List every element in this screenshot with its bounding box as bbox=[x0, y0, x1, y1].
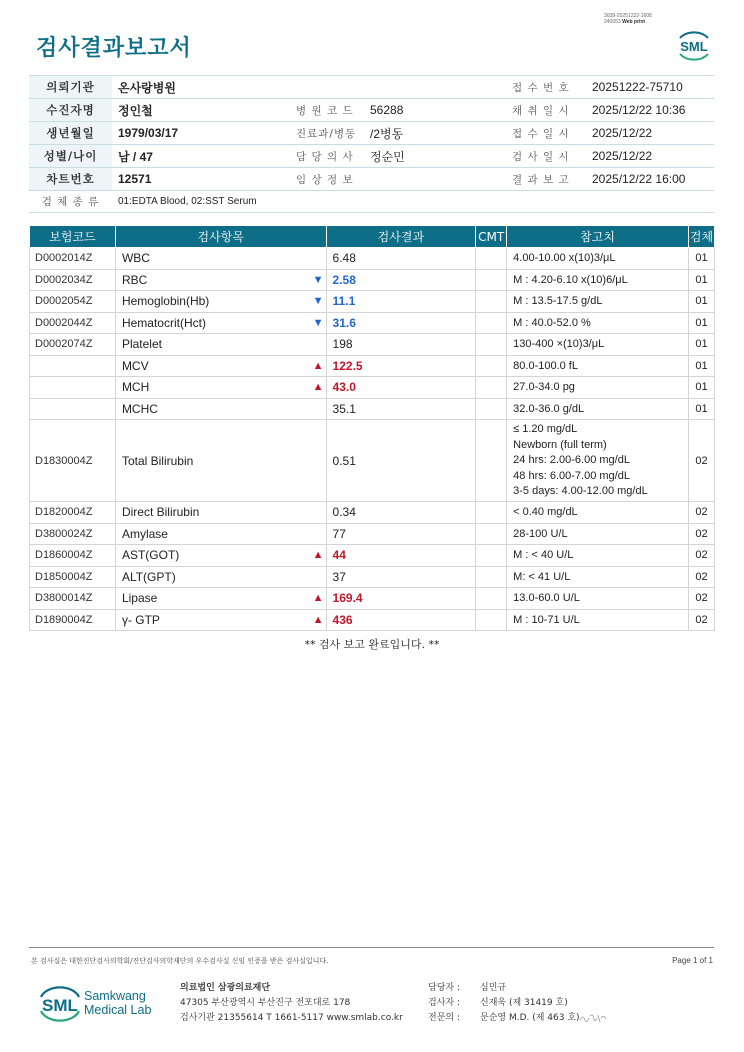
insurance-code: D0002034Z bbox=[30, 269, 116, 291]
test-name bbox=[115, 523, 326, 545]
specimen-types: 01:EDTA Blood, 02:SST Serum bbox=[112, 191, 714, 213]
info-label: 생년월일 bbox=[29, 122, 112, 145]
info-label: 채 취 일 시 bbox=[500, 99, 586, 122]
staff-role: 검사자 : bbox=[428, 998, 460, 1008]
specimen-code: 02 bbox=[688, 502, 714, 524]
info-label: 성별/나이 bbox=[29, 145, 112, 168]
reference-range: 80.0-100.0 fL bbox=[507, 355, 689, 377]
comment-cell bbox=[476, 291, 507, 313]
insurance-code: D1820004Z bbox=[30, 502, 116, 524]
reference-range: M: < 41 U/L bbox=[507, 566, 689, 588]
chart-number: 12571 bbox=[112, 168, 284, 191]
report-datetime: 2025/12/22 16:00 bbox=[586, 168, 714, 191]
staff-row bbox=[428, 996, 580, 1011]
brand-line: Medical Lab bbox=[84, 1003, 152, 1017]
table-row bbox=[30, 609, 715, 631]
insurance-code: D1850004Z bbox=[30, 566, 116, 588]
insurance-code: D0002044Z bbox=[30, 312, 116, 334]
sml-logo-icon bbox=[674, 24, 714, 64]
info-label: 담 당 의 사 bbox=[284, 145, 364, 168]
brand-name bbox=[84, 989, 151, 1017]
insurance-code: D3800024Z bbox=[30, 523, 116, 545]
test-name-text: Lipase bbox=[121, 591, 158, 606]
results-body-2 bbox=[30, 502, 715, 631]
column-header-reference: 참고치 bbox=[507, 226, 689, 248]
logo-text: SML bbox=[42, 996, 78, 1015]
info-label: 의뢰기관 bbox=[29, 76, 112, 99]
test-name bbox=[115, 566, 326, 588]
page-number: Page 1 of 1 bbox=[672, 956, 713, 965]
test-result: 2.58 bbox=[326, 269, 476, 291]
logo-text: SML bbox=[680, 39, 708, 54]
table-row bbox=[30, 545, 715, 567]
specimen-code: 02 bbox=[688, 420, 714, 502]
high-flag-icon: ▲ bbox=[312, 549, 324, 562]
reference-range: < 0.40 mg/dL bbox=[507, 502, 689, 524]
comment-cell bbox=[476, 398, 507, 420]
staff-info bbox=[428, 981, 580, 1026]
specimen-code: 02 bbox=[688, 523, 714, 545]
insurance-code: D1830004Z bbox=[30, 420, 116, 502]
sex-age: 남 / 47 bbox=[112, 145, 284, 168]
table-row bbox=[30, 355, 715, 377]
report-complete-note: ** 검사 보고 완료입니다. ** bbox=[304, 638, 440, 651]
test-name-text: AST(GOT) bbox=[121, 548, 180, 563]
info-label: 검 사 일 시 bbox=[500, 145, 586, 168]
test-name bbox=[115, 269, 326, 291]
comment-cell bbox=[476, 269, 507, 291]
test-result: 37 bbox=[326, 566, 476, 588]
info-label: 검 체 종 류 bbox=[29, 191, 112, 213]
insurance-code: D0002074Z bbox=[30, 334, 116, 356]
department-ward: /2병동 bbox=[364, 122, 500, 145]
accreditation-note: 본 검사실은 대한진단검사의학회/진단검사의학재단의 우수검사실 신임 인증을 받은 검사실입니다. bbox=[31, 957, 329, 965]
table-row bbox=[30, 248, 715, 270]
test-name bbox=[115, 312, 326, 334]
test-name bbox=[115, 291, 326, 313]
test-name bbox=[115, 334, 326, 356]
reference-range: 4.00-10.00 x(10)3/μL bbox=[507, 248, 689, 270]
comment-cell bbox=[476, 609, 507, 631]
birth-date: 1979/03/17 bbox=[112, 122, 284, 145]
reference-range: 13.0-60.0 U/L bbox=[507, 588, 689, 610]
low-flag-icon: ▼ bbox=[312, 316, 324, 329]
table-row bbox=[30, 269, 715, 291]
table-row bbox=[30, 523, 715, 545]
test-name bbox=[115, 398, 326, 420]
test-name bbox=[115, 248, 326, 270]
column-header-item: 검사항목 bbox=[115, 226, 326, 248]
info-row bbox=[29, 99, 714, 122]
test-name bbox=[115, 588, 326, 610]
test-result: 11.1 bbox=[326, 291, 476, 313]
insurance-code bbox=[30, 355, 116, 377]
column-header-code: 보험코드 bbox=[30, 226, 116, 248]
test-result: 169.4 bbox=[326, 588, 476, 610]
reference-range: 32.0-36.0 g/dL bbox=[507, 398, 689, 420]
reference-line: 48 hrs: 6.00-7.00 mg/dL bbox=[513, 469, 630, 482]
comment-cell bbox=[476, 334, 507, 356]
sml-logo-icon bbox=[36, 981, 84, 1025]
info-row bbox=[29, 122, 714, 145]
specimen-code: 01 bbox=[688, 291, 714, 313]
staff-role: 담당자 : bbox=[428, 983, 460, 993]
results-body-bilirubin bbox=[30, 420, 715, 502]
results-header-row bbox=[30, 226, 715, 248]
test-name bbox=[115, 545, 326, 567]
reference-line: ≤ 1.20 mg/dL bbox=[513, 423, 578, 436]
hospital-code: 56288 bbox=[364, 99, 500, 122]
test-name bbox=[115, 355, 326, 377]
reference-line: 3-5 days: 4.00-12.00 mg/dL bbox=[513, 485, 648, 498]
reference-line: Newborn (full term) bbox=[513, 438, 607, 451]
comment-cell bbox=[476, 377, 507, 399]
staff-name: 문순영 M.D. (제 463 호) bbox=[480, 1013, 580, 1023]
patient-info-table bbox=[29, 75, 714, 213]
brand-line: Samkwang bbox=[84, 989, 146, 1003]
specimen-code: 02 bbox=[688, 545, 714, 567]
table-row bbox=[30, 291, 715, 313]
info-label: 임 상 정 보 bbox=[284, 168, 364, 191]
specimen-code: 01 bbox=[688, 334, 714, 356]
specimen-code: 02 bbox=[688, 588, 714, 610]
high-flag-icon: ▲ bbox=[312, 359, 324, 372]
info-row bbox=[29, 76, 714, 99]
info-label: 차트번호 bbox=[29, 168, 112, 191]
test-result: 122.5 bbox=[326, 355, 476, 377]
print-code: 3038-20251222-1608 bbox=[604, 13, 652, 19]
test-name-text: MCV bbox=[121, 358, 149, 373]
test-result: 44 bbox=[326, 545, 476, 567]
info-row bbox=[29, 191, 714, 213]
test-result: 43.0 bbox=[326, 377, 476, 399]
specimen-code: 02 bbox=[688, 609, 714, 631]
staff-row bbox=[428, 1011, 580, 1026]
test-name-text: Direct Bilirubin bbox=[121, 505, 200, 520]
column-header-cmt: CMT bbox=[476, 226, 507, 248]
footer-divider bbox=[29, 947, 714, 948]
comment-cell bbox=[476, 523, 507, 545]
table-row bbox=[30, 588, 715, 610]
test-name bbox=[115, 502, 326, 524]
comment-cell bbox=[476, 502, 507, 524]
staff-row bbox=[428, 981, 580, 996]
test-name-text: γ- GTP bbox=[121, 612, 160, 627]
reference-range bbox=[507, 420, 689, 502]
comment-cell bbox=[476, 588, 507, 610]
table-row bbox=[30, 377, 715, 399]
specimen-code: 02 bbox=[688, 566, 714, 588]
test-name: Total Bilirubin bbox=[115, 420, 326, 502]
comment-cell bbox=[476, 248, 507, 270]
test-name-text: Amylase bbox=[121, 526, 168, 541]
print-meta bbox=[604, 13, 652, 25]
comment-cell bbox=[476, 566, 507, 588]
specimen-code: 01 bbox=[688, 398, 714, 420]
test-name-text: RBC bbox=[121, 272, 148, 287]
patient-name: 정인철 bbox=[112, 99, 284, 122]
comment-cell bbox=[476, 420, 507, 502]
test-name-text: MCHC bbox=[121, 401, 158, 416]
organization-info bbox=[180, 981, 403, 1026]
specimen-code: 01 bbox=[688, 312, 714, 334]
specimen-code: 01 bbox=[688, 377, 714, 399]
print-code-2: 240053 Web print bbox=[604, 19, 646, 25]
test-result: 0.51 bbox=[326, 420, 476, 502]
staff-name: 신재욱 (제 31419 호) bbox=[480, 998, 568, 1008]
test-result: 0.34 bbox=[326, 502, 476, 524]
staff-name: 심민규 bbox=[480, 983, 507, 993]
reference-range: M : 10-71 U/L bbox=[507, 609, 689, 631]
info-label: 접 수 일 시 bbox=[500, 122, 586, 145]
test-name-text: ALT(GPT) bbox=[121, 569, 176, 584]
reference-range: 130-400 ×(10)3/μL bbox=[507, 334, 689, 356]
results-body bbox=[30, 248, 715, 420]
high-flag-icon: ▲ bbox=[312, 613, 324, 626]
info-label: 수진자명 bbox=[29, 99, 112, 122]
referring-institution: 온사랑병원 bbox=[112, 76, 284, 99]
table-row bbox=[30, 502, 715, 524]
specimen-code: 01 bbox=[688, 248, 714, 270]
test-name-text: WBC bbox=[121, 251, 150, 266]
test-result: 77 bbox=[326, 523, 476, 545]
collection-datetime: 2025/12/22 10:36 bbox=[586, 99, 714, 122]
reference-range: M : 40.0-52.0 % bbox=[507, 312, 689, 334]
info-value bbox=[364, 76, 500, 99]
results-table bbox=[29, 225, 715, 631]
column-header-specimen: 검체 bbox=[688, 226, 714, 248]
insurance-code: D1890004Z bbox=[30, 609, 116, 631]
reference-range: M : 4.20-6.10 x(10)6/μL bbox=[507, 269, 689, 291]
test-name-text: MCH bbox=[121, 380, 150, 395]
reference-range: 27.0-34.0 pg bbox=[507, 377, 689, 399]
attending-doctor: 정순민 bbox=[364, 145, 500, 168]
receipt-number: 20251222-75710 bbox=[586, 76, 714, 99]
test-name-text: Hemoglobin(Hb) bbox=[121, 294, 210, 309]
test-result: 35.1 bbox=[326, 398, 476, 420]
insurance-code: D0002014Z bbox=[30, 248, 116, 270]
info-row bbox=[29, 168, 714, 191]
table-row bbox=[30, 334, 715, 356]
info-label: 진료과/병동 bbox=[284, 122, 364, 145]
info-label: 결 과 보 고 bbox=[500, 168, 586, 191]
reference-range: M : 13.5-17.5 g/dL bbox=[507, 291, 689, 313]
table-row bbox=[30, 312, 715, 334]
clinical-info bbox=[364, 168, 500, 191]
test-result: 6.48 bbox=[326, 248, 476, 270]
info-label: 병 원 코 드 bbox=[284, 99, 364, 122]
staff-role: 전문의 : bbox=[428, 1013, 460, 1023]
info-label: 접 수 번 호 bbox=[500, 76, 586, 99]
comment-cell bbox=[476, 312, 507, 334]
comment-cell bbox=[476, 545, 507, 567]
test-name bbox=[115, 609, 326, 631]
insurance-code bbox=[30, 377, 116, 399]
table-row bbox=[30, 420, 715, 502]
insurance-code: D0002054Z bbox=[30, 291, 116, 313]
insurance-code: D3800014Z bbox=[30, 588, 116, 610]
test-name-text: Hematocrit(Hct) bbox=[121, 315, 206, 330]
signature-icon bbox=[578, 1010, 608, 1026]
insurance-code: D1860004Z bbox=[30, 545, 116, 567]
test-date: 2025/12/22 bbox=[586, 145, 714, 168]
table-row bbox=[30, 566, 715, 588]
test-name-text: Platelet bbox=[121, 337, 162, 352]
low-flag-icon: ▼ bbox=[312, 295, 324, 308]
test-name bbox=[115, 377, 326, 399]
high-flag-icon: ▲ bbox=[312, 381, 324, 394]
comment-cell bbox=[476, 355, 507, 377]
organization-name: 의료법인 삼광의료재단 bbox=[180, 983, 271, 993]
table-row bbox=[30, 398, 715, 420]
specimen-code: 01 bbox=[688, 355, 714, 377]
organization-address: 47305 부산광역시 부산진구 전포대로 178 bbox=[180, 998, 351, 1008]
reference-range: 28-100 U/L bbox=[507, 523, 689, 545]
test-result: 198 bbox=[326, 334, 476, 356]
column-header-result: 검사결과 bbox=[326, 226, 476, 248]
specimen-code: 01 bbox=[688, 269, 714, 291]
receipt-date: 2025/12/22 bbox=[586, 122, 714, 145]
high-flag-icon: ▲ bbox=[312, 592, 324, 605]
insurance-code bbox=[30, 398, 116, 420]
info-label bbox=[284, 76, 364, 99]
reference-range: M : < 40 U/L bbox=[507, 545, 689, 567]
info-row bbox=[29, 145, 714, 168]
test-result: 436 bbox=[326, 609, 476, 631]
reference-line: 24 hrs: 2.00-6.00 mg/dL bbox=[513, 454, 630, 467]
page-title: 검사결과보고서 bbox=[36, 36, 192, 61]
organization-contact: 검사기관 21355614 T 1661-5117 www.smlab.co.kr bbox=[180, 1013, 403, 1023]
low-flag-icon: ▼ bbox=[312, 273, 324, 286]
test-result: 31.6 bbox=[326, 312, 476, 334]
